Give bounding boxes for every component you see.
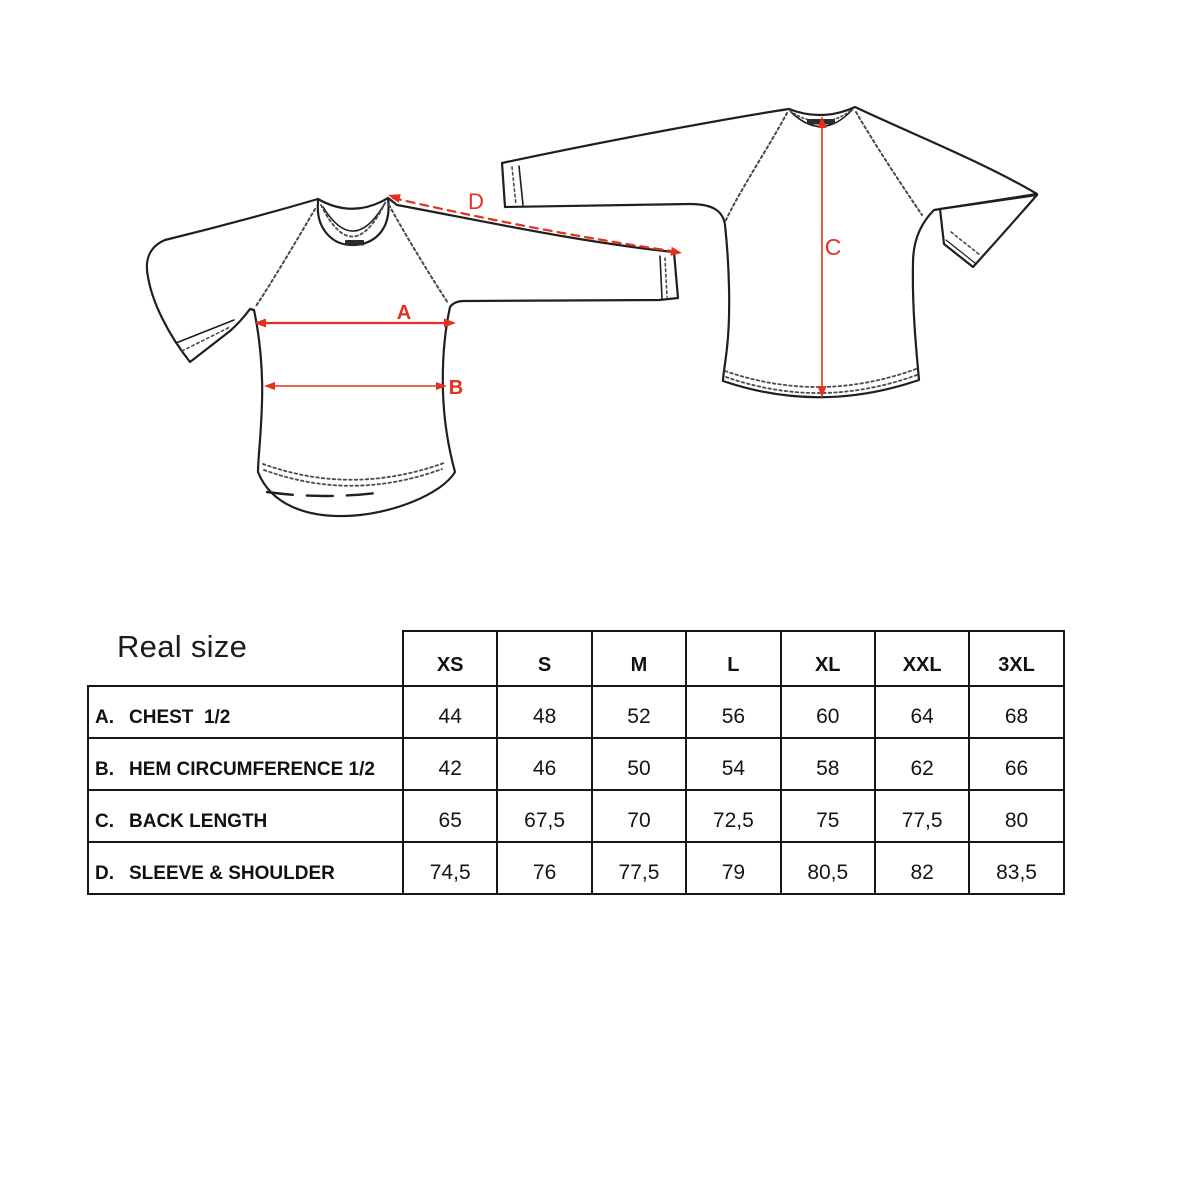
front-collar-tag (345, 240, 364, 246)
row-label: CHEST 1/2 (129, 707, 231, 728)
size-value-cell: 82 (875, 842, 969, 894)
size-value-cell: 70 (592, 790, 686, 842)
front-collar-rim (318, 198, 388, 209)
row-label-cell (88, 738, 403, 790)
size-value-cell: 68 (969, 686, 1063, 738)
size-value-cell: 76 (497, 842, 591, 894)
row-label: BACK LENGTH (129, 811, 268, 832)
table-row (88, 738, 1064, 790)
size-column-header: XL (781, 631, 875, 686)
size-value-cell: 77,5 (875, 790, 969, 842)
back-folded-forearm (940, 195, 1037, 267)
size-value-cell: 46 (497, 738, 591, 790)
arrowhead-a-right (444, 319, 456, 328)
row-label-cell (88, 686, 403, 738)
row-label-cell (88, 790, 403, 842)
size-value-cell: 66 (969, 738, 1063, 790)
front-view-shirt (147, 198, 678, 516)
size-value-cell: 48 (497, 686, 591, 738)
arrowhead-d-right (670, 247, 682, 256)
size-value-cell: 75 (781, 790, 875, 842)
size-column-header: L (686, 631, 780, 686)
size-value-cell: 80 (969, 790, 1063, 842)
size-value-cell: 77,5 (592, 842, 686, 894)
size-table-section (87, 630, 1065, 895)
size-value-cell: 79 (686, 842, 780, 894)
row-label: SLEEVE & SHOULDER (129, 863, 335, 884)
size-value-cell: 74,5 (403, 842, 497, 894)
table-title: Real size (117, 629, 248, 664)
size-value-cell: 56 (686, 686, 780, 738)
size-value-cell: 54 (686, 738, 780, 790)
size-value-cell: 83,5 (969, 842, 1063, 894)
size-value-cell: 50 (592, 738, 686, 790)
row-label: HEM CIRCUMFERENCE 1/2 (129, 759, 375, 780)
size-value-cell: 67,5 (497, 790, 591, 842)
size-value-cell: 64 (875, 686, 969, 738)
size-table-body (88, 686, 1064, 894)
measure-label-a: A (396, 302, 412, 324)
table-row (88, 686, 1064, 738)
size-column-header: XS (403, 631, 497, 686)
size-value-cell: 60 (781, 686, 875, 738)
row-key: D. (95, 863, 114, 884)
size-table-header-row (88, 631, 1064, 686)
size-column-header: S (497, 631, 591, 686)
table-row (88, 790, 1064, 842)
measure-label-b: B (448, 377, 464, 399)
size-column-header: XXL (875, 631, 969, 686)
size-value-cell: 58 (781, 738, 875, 790)
size-value-cell: 52 (592, 686, 686, 738)
size-value-cell: 72,5 (686, 790, 780, 842)
size-table (87, 630, 1065, 895)
size-value-cell: 42 (403, 738, 497, 790)
row-key: C. (95, 811, 114, 832)
front-collar-inner-edge (323, 203, 385, 231)
row-label-cell (88, 842, 403, 894)
size-column-header: M (592, 631, 686, 686)
size-value-cell: 65 (403, 790, 497, 842)
size-column-header: 3XL (969, 631, 1063, 686)
row-key: B. (95, 759, 114, 780)
measure-label-c: C (824, 234, 842, 260)
row-key: A. (95, 707, 114, 728)
table-row (88, 842, 1064, 894)
size-value-cell: 44 (403, 686, 497, 738)
measure-label-d: D (468, 189, 484, 214)
table-title-cell (88, 631, 403, 686)
size-value-cell: 80,5 (781, 842, 875, 894)
size-value-cell: 62 (875, 738, 969, 790)
